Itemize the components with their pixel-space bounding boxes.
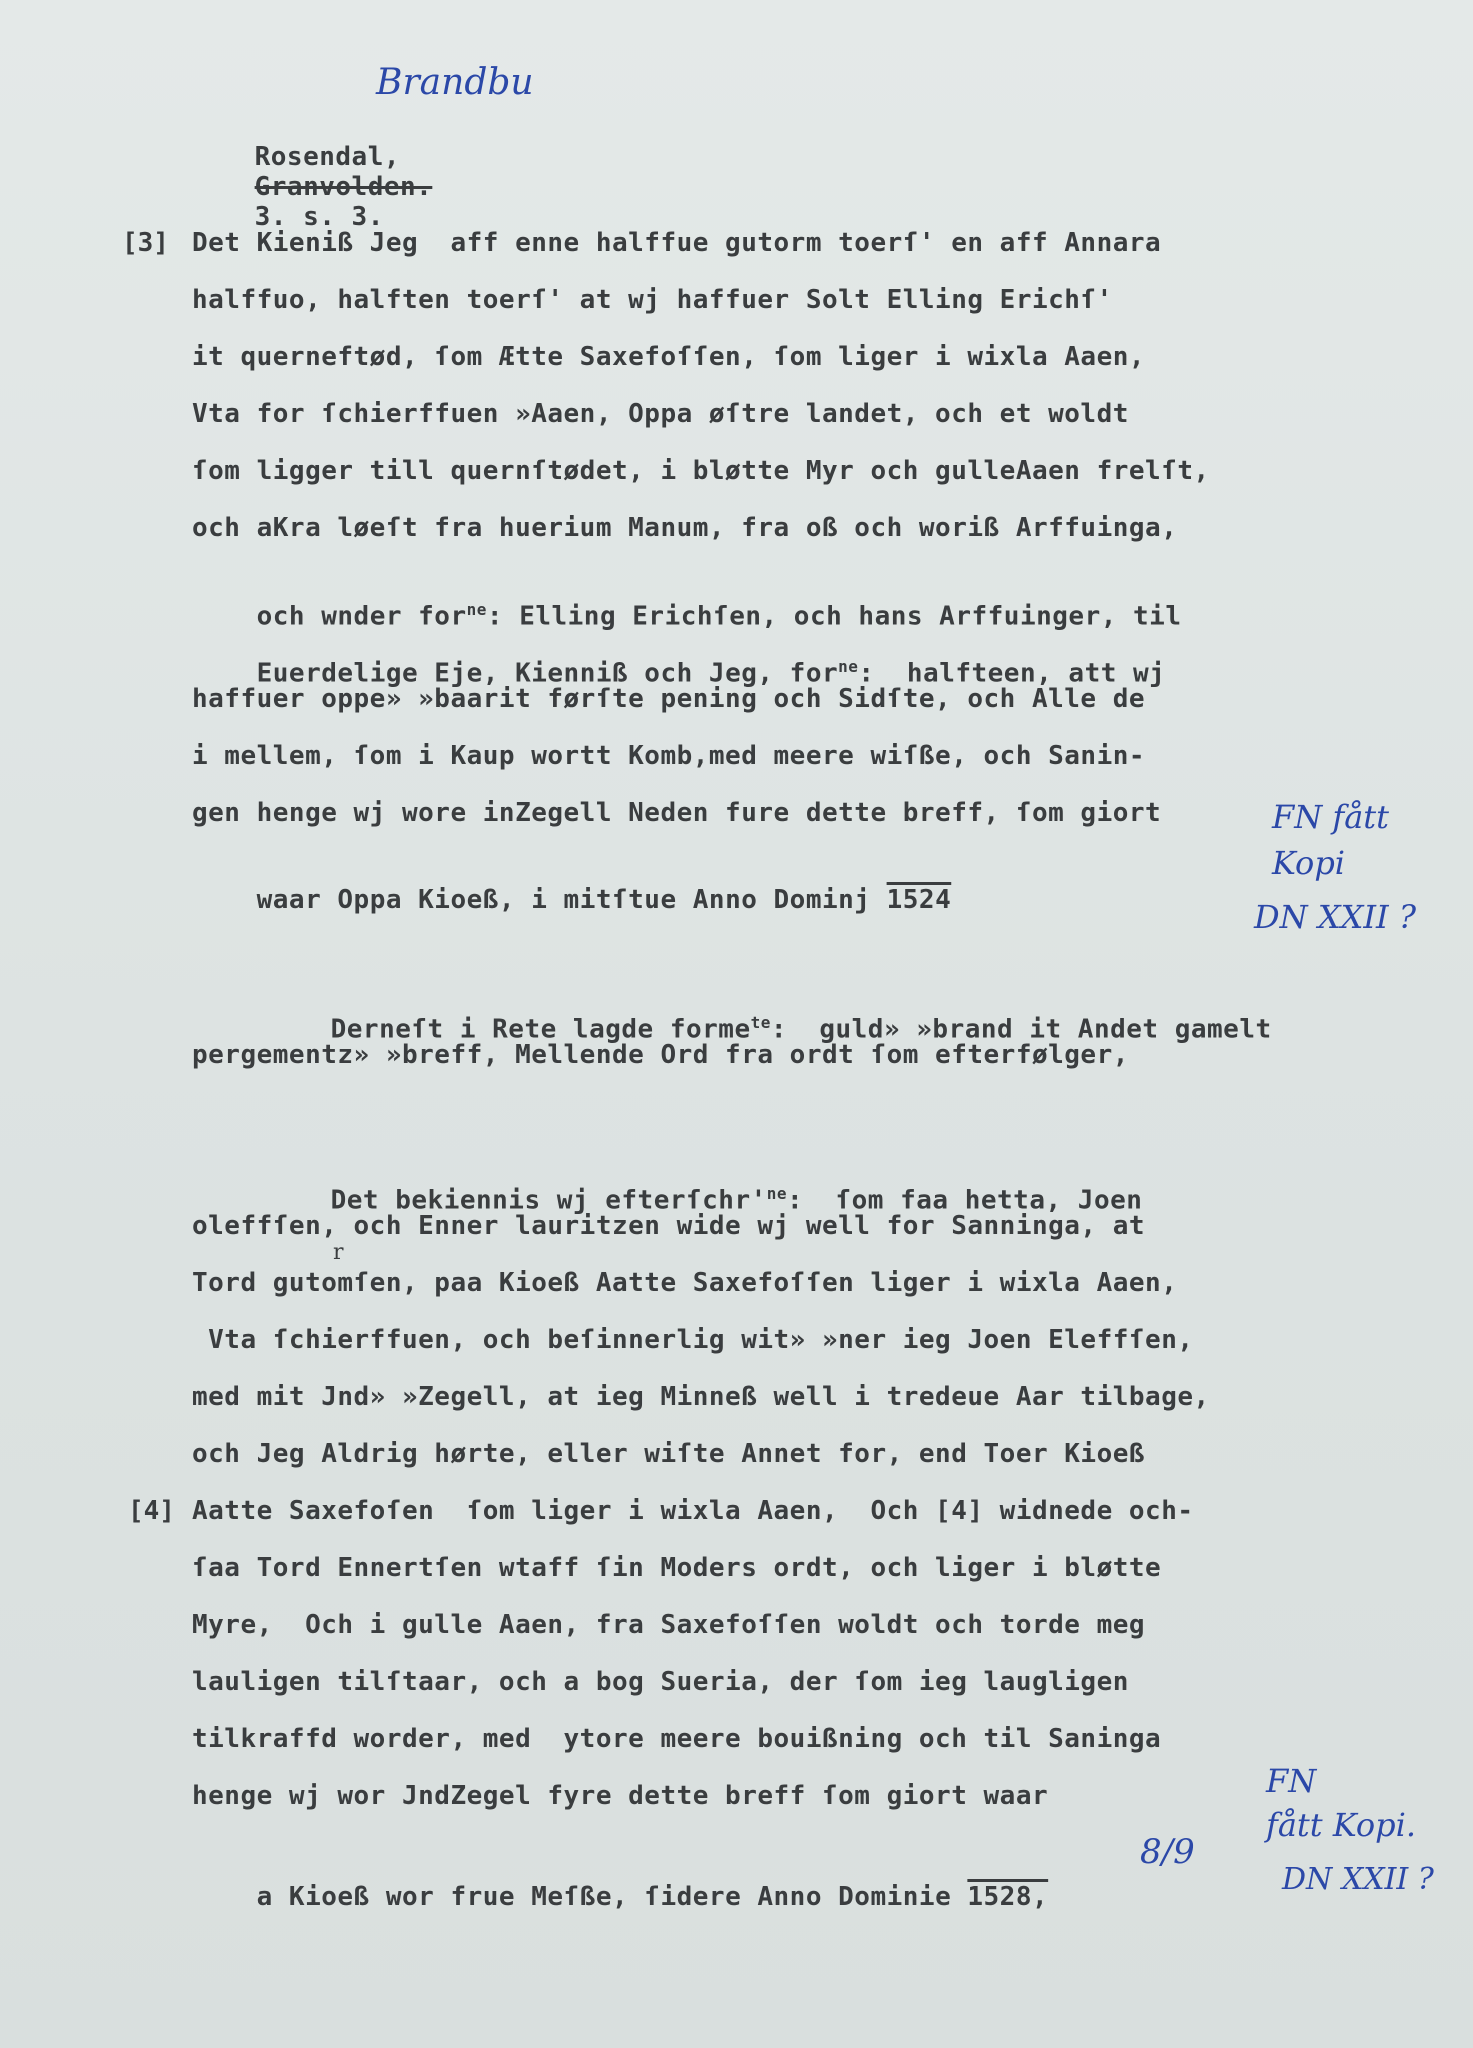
- doc2-line-6: och Jeg Aldrig hørte, eller wiſte Annet for, end Toer Kioeß: [192, 1439, 1146, 1469]
- doc1-line-8-sup: ne: [838, 657, 859, 676]
- intro-line-2: pergementz» »breff, Mellende Ord fra ordt ſom efterfølger,: [192, 1040, 1129, 1070]
- doc1-line-8-rest: : halfteen, att wj: [858, 658, 1166, 689]
- doc1-line-3: it querneftød, ſom Ætte Saxefoſſen, ſom liger i wixla Aaen,: [192, 342, 1146, 372]
- header-ref: 3. s. 3.: [254, 202, 384, 232]
- doc1-line-8-start: Euerdelige Eje, Kienniß och Jeg, for: [256, 658, 839, 689]
- margin-note-1-line-3: DN XXII ?: [1254, 898, 1416, 936]
- doc1-line-9: haffuer oppe» »baarit førſte pening och Sidſte, och Alle de: [192, 684, 1146, 714]
- doc2-line-4: Vta ſchierffuen, och beſinnerlig wit» »ner ieg Joen Eleffſen,: [192, 1325, 1194, 1355]
- fraction-note: 8/9: [1140, 1832, 1195, 1872]
- doc1-line-5: ſom ligger till quernſtødet, i bløtte Myr och gulleAaen frelſt,: [192, 456, 1210, 486]
- margin-note-1-line-1: FN fått: [1272, 798, 1390, 836]
- doc1-line-4: Vta for ſchierffuen »Aaen, Oppa øſtre landet, och et woldt: [192, 399, 1129, 429]
- doc2-line-12: henge wj wor JndZegel fyre dette breff ſom giort waar: [192, 1781, 1049, 1811]
- doc1-line-2: halffuo, halften toerſ' at wj haffuer Solt Elling Erichſ': [192, 285, 1113, 315]
- doc1-line-7-start: och wnder for: [256, 601, 467, 632]
- doc2-year: 1528,: [967, 1882, 1049, 1912]
- doc2-line-13: [192, 1852, 1048, 1942]
- doc1-line-12: [192, 855, 951, 945]
- doc1-line-6: och aKra løeſt fra huerium Manum, fra oß och worіß Arffuinga,: [192, 513, 1178, 543]
- doc1-line-7-sup: ne: [466, 600, 487, 619]
- handwritten-insert: Brandbu: [376, 62, 534, 103]
- doc2-line-9: Myre, Och i gulle Aaen, fra Saxefoſſen woldt och torde meg: [192, 1610, 1146, 1640]
- doc2-line-7: Aatte Saxefoſen ſom liger i wixla Aaen, Och [4] widnede och-: [192, 1496, 1194, 1526]
- doc2-line-1-start: Det bekiennis wj efterſchr': [330, 1185, 767, 1216]
- doc2-line-5: med mit Jnd» »Zegell, at ieg Minneß well i tredeue Aar tilbage,: [192, 1382, 1210, 1412]
- superscript-r-correction: r: [333, 1240, 344, 1265]
- doc2-line-8: ſaa Tord Ennertſen wtaff ſin Moders ordt, och liger i bløtte: [192, 1553, 1162, 1583]
- margin-note-2-line-2: fått Kopi.: [1266, 1806, 1417, 1844]
- doc1-line-12-text: waar Oppa Kioeß, i mitſtue Anno Dominj: [256, 885, 871, 915]
- intro-line-1-start: Derneſt i Rete lagde forme: [330, 1014, 751, 1045]
- doc2-line-13-text: a Kioeß wor frue Meſße, ſidere Anno Dominie: [256, 1882, 952, 1912]
- doc1-line-1: Det Kieniß Jeg aff enne halffue gutorm toerſ' en aff Annara: [192, 228, 1162, 258]
- doc1-marker: [3]: [122, 228, 169, 258]
- doc1-line-7-rest: : Elling Erichſen, och hans Arffuinger, til: [486, 601, 1182, 632]
- doc2-line-10: lauligen tilſtaar, och a bog Sueria, der ſom ieg laugligen: [192, 1667, 1129, 1697]
- intro-line-1-rest: : guld» »brand it Andet gamelt: [770, 1014, 1272, 1045]
- doc1-line-11: gen henge wj wore inZegell Neden fure dette breff, ſom giort: [192, 798, 1162, 828]
- doc2-marker: [4]: [128, 1496, 175, 1526]
- margin-note-2-line-1: FN: [1266, 1762, 1317, 1800]
- doc1-year: 1524: [886, 885, 952, 915]
- header-struck-text: Granvolden.: [254, 172, 433, 202]
- doc1-line-10: i mellem, ſom i Kaup wortt Komb,med meere wiſße, och Sanin-: [192, 741, 1146, 771]
- intro-line-1-sup: te: [750, 1013, 771, 1032]
- doc2-line-3: Tord gutomſen, paa Kioeß Aatte Saxefoſſen liger i wixla Aaen,: [192, 1268, 1178, 1298]
- margin-note-1-line-2: Kopi: [1272, 844, 1346, 882]
- doc2-line-2: oleffſen, och Enner lauritzen wide wj well for Sanninga, at: [192, 1211, 1146, 1241]
- header-place: Rosendal,: [254, 142, 401, 172]
- doc2-line-1-sup: ne: [766, 1184, 788, 1203]
- doc2-line-11: tilkraffd worder, med ytore meere bouißning och til Saninga: [192, 1724, 1162, 1754]
- doc2-line-1-rest: : ſom faa hetta, Joen: [787, 1185, 1143, 1216]
- margin-note-2-line-3: DN XXII ?: [1282, 1862, 1434, 1897]
